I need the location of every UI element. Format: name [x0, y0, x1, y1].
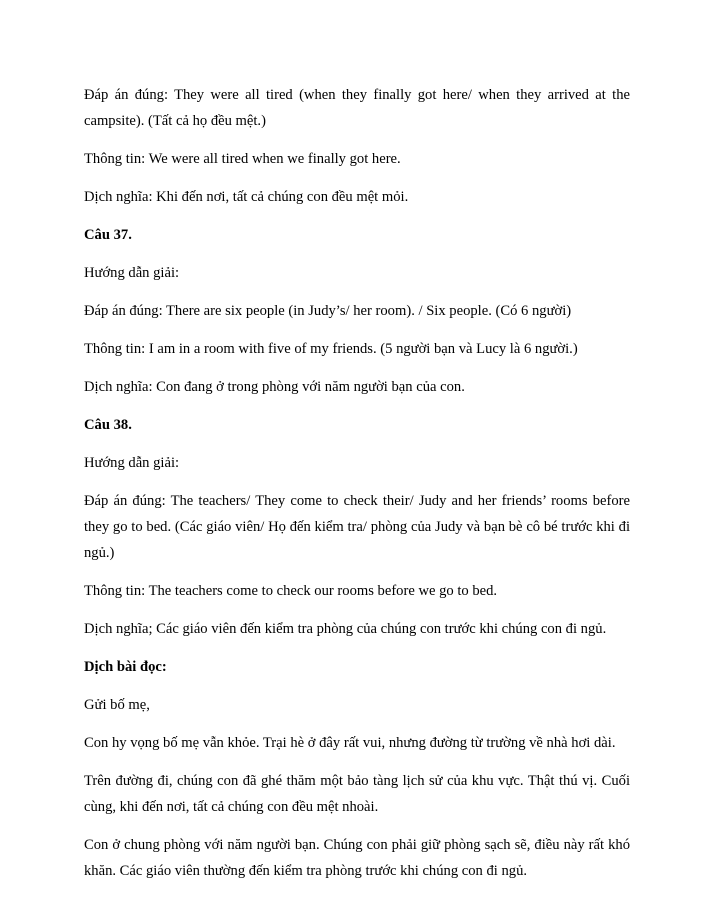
translation-paragraph: Dịch nghĩa; Các giáo viên đến kiểm tra phòng của chúng con trước khi chúng con đi ngủ.: [84, 621, 607, 637]
info-paragraph: Thông tin: The teachers come to check our rooms before we go to bed.: [84, 583, 498, 599]
reading-translation-heading: Dịch bài đọc:: [84, 659, 167, 675]
question-heading-38: Câu 38.: [84, 417, 132, 433]
answer-paragraph: Đáp án đúng: They were all tired (when they finally got here/ when they arrived at the campsite). (Tất cả họ đều mệt.): [84, 87, 630, 129]
document-body: [84, 82, 630, 896]
answer-paragraph: Đáp án đúng: There are six people (in Judy’s/ her room). / Six people. (Có 6 người): [84, 303, 572, 319]
guide-label: Hướng dẫn giải:: [84, 455, 180, 471]
guide-label: Hướng dẫn giải:: [84, 265, 180, 281]
letter-greeting: Gửi bố mẹ,: [84, 697, 150, 713]
letter-paragraph: Con ở chung phòng với năm người bạn. Chúng con phải giữ phòng sạch sẽ, điều này rất khó khăn. Các giáo viên thường đến kiểm tra phòng trước khi chúng con đi ngủ.: [84, 837, 630, 879]
letter-paragraph: Con hy vọng bố mẹ vẫn khỏe. Trại hè ở đây rất vui, nhưng đường từ trường về nhà hơi dài.: [84, 735, 616, 751]
letter-paragraph: Trên đường đi, chúng con đã ghé thăm một bảo tàng lịch sử của khu vực. Thật thú vị. Cuối cùng, khi đến nơi, tất cả chúng con đều mệt nhoài.: [84, 773, 630, 815]
answer-paragraph: Đáp án đúng: The teachers/ They come to check their/ Judy and her friends’ rooms before they go to bed. (Các giáo viên/ Họ đến kiểm tra/ phòng của Judy và bạn bè cô bé trước khi đi ngủ.): [84, 493, 630, 561]
translation-paragraph: Dịch nghĩa: Con đang ở trong phòng với năm người bạn của con.: [84, 379, 465, 395]
translation-paragraph: Dịch nghĩa: Khi đến nơi, tất cả chúng con đều mệt mỏi.: [84, 189, 409, 205]
info-paragraph: Thông tin: We were all tired when we finally got here.: [84, 151, 401, 167]
info-paragraph: Thông tin: I am in a room with five of my friends. (5 người bạn và Lucy là 6 người.): [84, 341, 578, 357]
question-heading-37: Câu 37.: [84, 227, 132, 243]
